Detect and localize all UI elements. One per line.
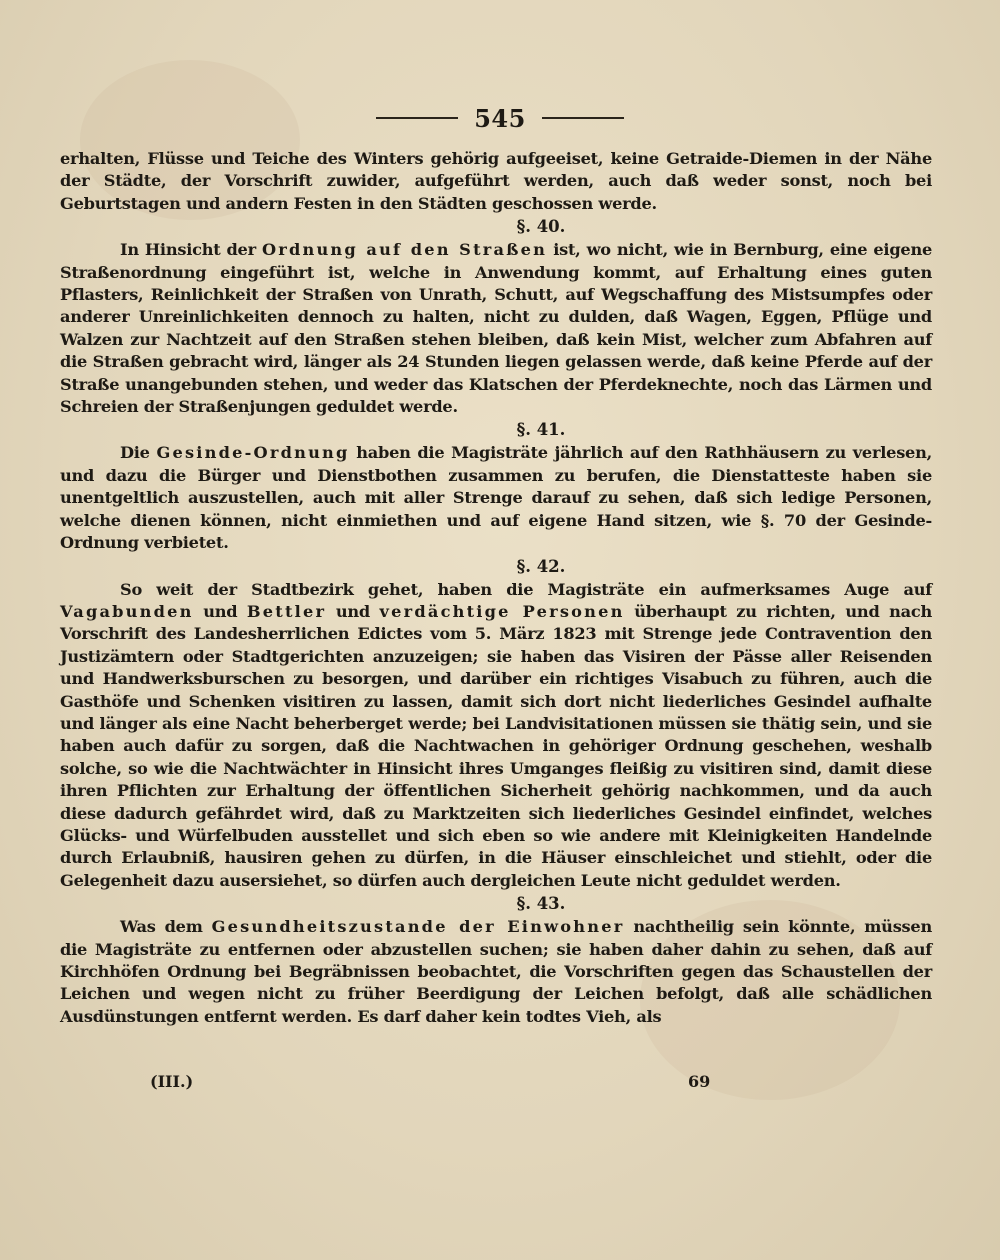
paragraph-text: überhaupt zu richten, und nach Vorschrift des Landesherrlichen Edictes vom 5. März 1823 mit Strenge jede Contravention den Justizämtern oder Stadtgerichten anzuzeigen; sie haben das Visiren der Pässe aller Reisenden und Handwerksburschen zu besorgen, und darüber ein richtiges Visabuch zu führen, auch die Gasthöfe und Schenken visitiren zu lassen, damit sich dort nicht liederliches Gesindel aufhalte und länger als eine Nacht beherberget werde; bei Landvisitationen müssen sie thätig sein, und sie haben auch dafür zu sorgen, daß die Nachtwachen in gehöriger Ordnung geschehen, weshalb solche, so wie die Nachtwächter in Hinsicht ihres Umganges fleißig zu visitiren sind, damit diese ihren Pflichten zur Erhaltung der öffentlichen Sicherheit gehörig nachkommen, und da auch diese dadurch gefährdet wird, daß zu Marktzeiten sich liederliches Gesindel einfindet, welches Glücks- und Würfelbuden ausstellet und sich eben so wie andere mit Kleinigkeiten Handelnde durch Erlaubniß, hausiren gehen zu dürfen, in die Häuser einschleichet und stiehlt, oder die Gelegenheit dazu ausersiehet, so dürfen auch dergleichen Leute nicht geduldet werden. bbox=[60, 601, 932, 890]
section-heading-43: §. 43. bbox=[516, 894, 566, 914]
emphasized-term: verdächtige Personen bbox=[379, 601, 625, 621]
paragraph-intro: Was dem bbox=[120, 917, 203, 937]
paragraph-text: haben die Magisträte jährlich auf den Rathhäusern zu verlesen, und dazu die Bürger und Dienstbothen zusammen zu berufen, die Dienstatteste haben sie unentgeltlich auszustellen, auch mit aller Strenge darauf zu sehen, daß sich ledige Personen, welche dienen können, nicht einmiethen und auf eigene Hand sitzen, wie §. 70 der Gesinde-Ordnung verbietet. bbox=[60, 443, 933, 553]
section-heading-42: §. 42. bbox=[516, 556, 566, 576]
sheet-number: 69 bbox=[688, 1072, 711, 1091]
emphasized-term: Ordnung auf den Straßen bbox=[261, 240, 548, 260]
paragraph-vagabonds bbox=[60, 579, 932, 893]
emphasized-term: Bettler bbox=[246, 601, 327, 621]
emphasized-term: Gesundheitszustande der Einwohner bbox=[211, 917, 625, 937]
paragraph-text: So weit der Stadtbezirk gehet, haben die Magisträte ein aufmerksames Auge auf bbox=[120, 579, 932, 599]
signature-mark: (III.) bbox=[150, 1072, 194, 1091]
header-rule-right bbox=[542, 117, 624, 119]
paragraph-street-order bbox=[60, 239, 932, 418]
paragraph-text: und bbox=[203, 601, 238, 621]
paragraph-continuation: erhalten, Flüsse und Teiche des Winters gehörig aufgeeiset, keine Getraide-Diemen in der Nähe der Städte, der Vorschrift zuwider, aufgeführt werden, auch daß weder sonst, noch bei Geburtstagen und andern Festen in den Städten geschossen werde. bbox=[60, 149, 932, 213]
header-rule-left bbox=[376, 117, 458, 119]
paragraph-health bbox=[60, 916, 932, 1028]
section-heading-41: §. 41. bbox=[516, 420, 566, 440]
emphasized-term: Vagabunden bbox=[60, 601, 194, 621]
emphasized-term: Gesinde-Ordnung bbox=[156, 443, 350, 463]
page-footer bbox=[150, 1072, 750, 1096]
paragraph-text: und bbox=[335, 601, 370, 621]
paragraph-intro: In Hinsicht der bbox=[120, 240, 256, 260]
paragraph-intro: Die bbox=[120, 443, 150, 463]
page-header bbox=[0, 98, 1000, 138]
body-text bbox=[60, 148, 932, 1028]
paragraph-text: nachtheilig sein könnte, müssen die Magisträte zu entfernen oder abzustellen suchen; sie haben daher dahin zu sehen, daß auf Kirchhöfen Ordnung bei Begräbnissen beobachtet, die Vorschriften gegen das Schaustellen der Leichen und wegen nicht zu früher Beerdigung der Leichen befolgt, daß alle schädlichen Ausdünstungen entfernt werden. Es darf daher kein todtes Vieh, als bbox=[60, 917, 932, 1026]
paragraph-servant-order bbox=[60, 442, 932, 554]
section-heading-40: §. 40. bbox=[516, 217, 566, 237]
paragraph-text: ist, wo nicht, wie in Bernburg, eine eigene Straßenordnung eingeführt ist, welche in Anwendung kommt, auf Erhaltung eines guten Pflasters, Reinlichkeit der Straßen von Unrath, Schutt, auf Wegschaffung des Mistsumpfes oder anderer Unreinlichkeiten dennoch zu halten, nicht zu dulden, daß Wagen, Eggen, Pflüge und Walzen zur Nachtzeit auf den Straßen stehen bleiben, daß kein Mist, welcher zum Abfahren auf die Straßen gebracht wird, länger als 24 Stunden liegen gelassen werde, daß keine Pferde auf der Straße unangebunden stehen, und weder das Klatschen der Pferdeknechte, noch das Lärmen und Schreien der Straßenjungen geduldet werde. bbox=[60, 240, 933, 417]
page-number: 545 bbox=[474, 103, 526, 133]
